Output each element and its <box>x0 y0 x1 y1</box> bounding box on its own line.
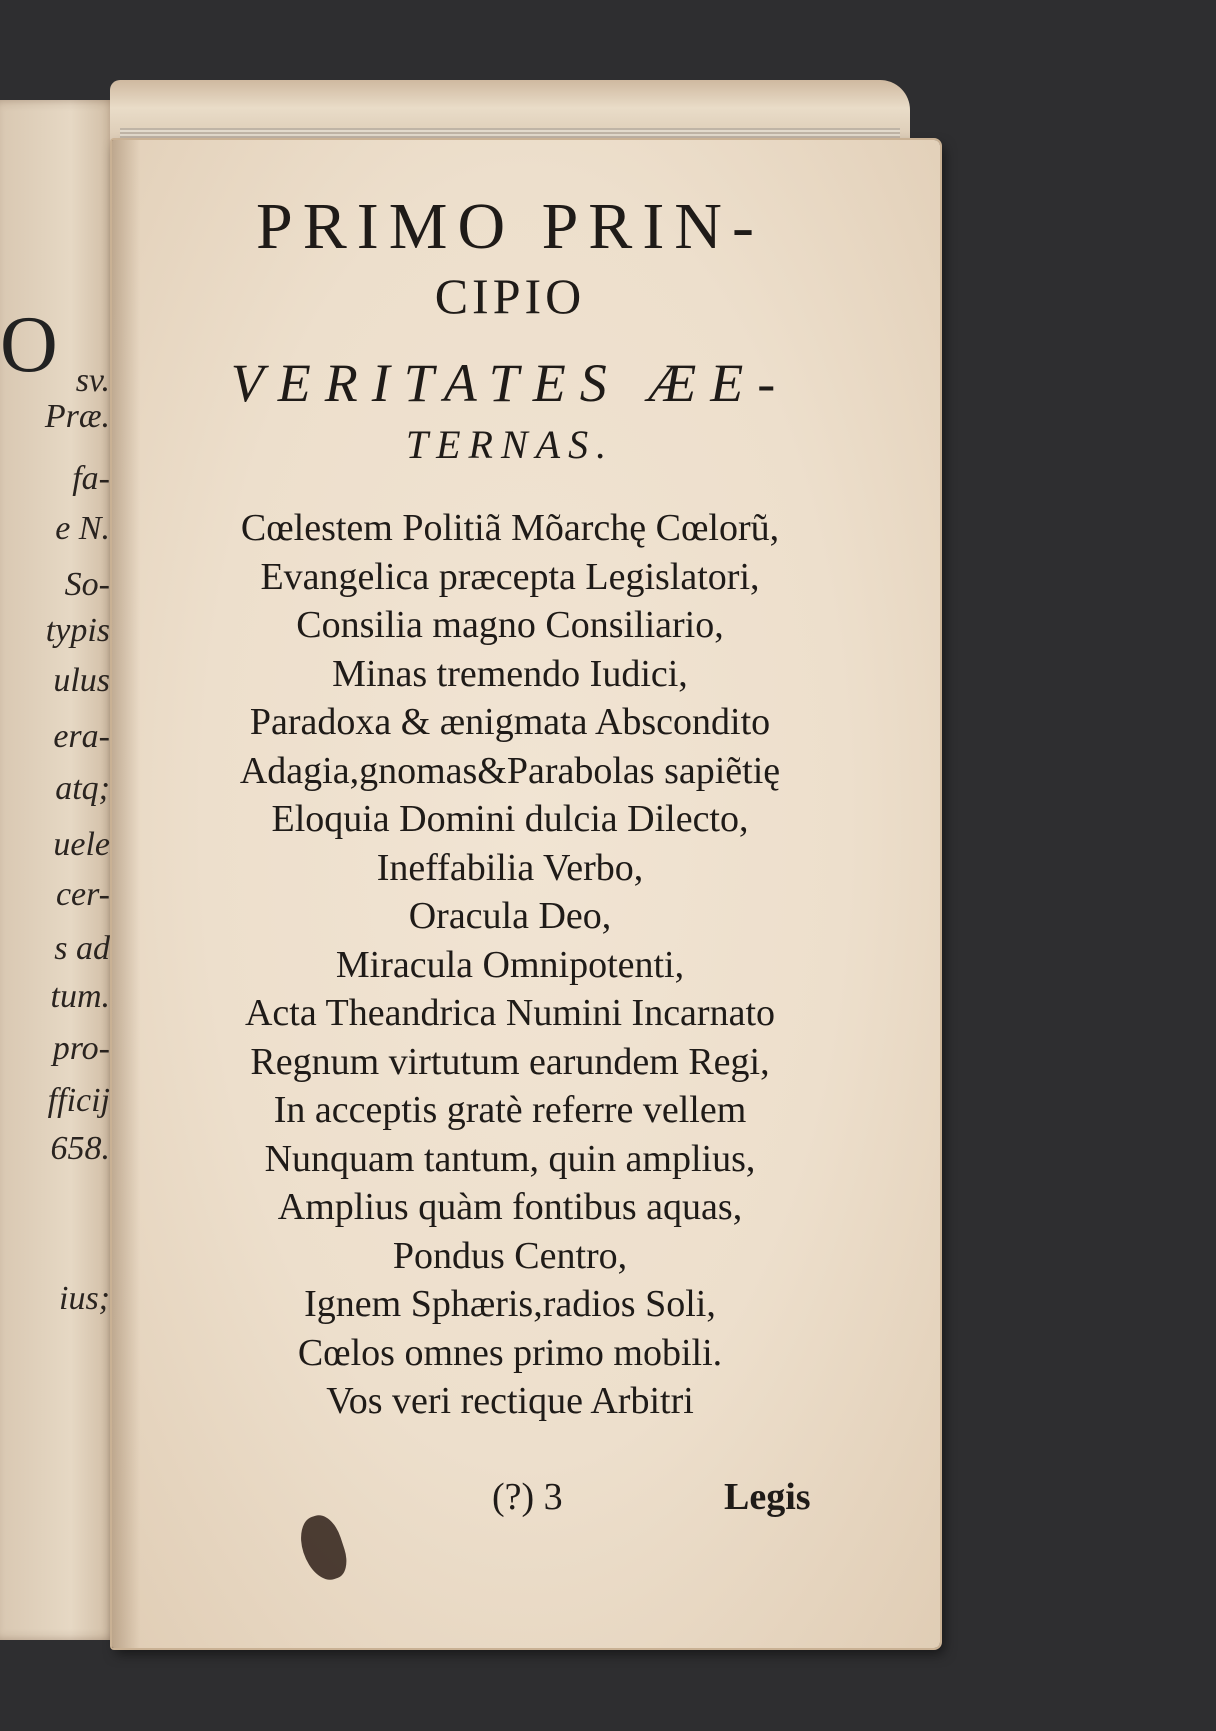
left-page-fragment: atq; <box>55 770 110 807</box>
verse-line: Cœlos omnes primo mobili. <box>297 1331 723 1374</box>
title-line-1: PRIMO PRIN- <box>256 190 764 263</box>
left-page-fragment: s ad <box>54 930 110 967</box>
left-page-large-letter: O <box>0 301 58 389</box>
left-page-fragment: era- <box>53 718 110 755</box>
left-page-fragment: pro- <box>52 1030 110 1067</box>
main-text-column <box>150 190 870 1426</box>
left-page-fragment: fficij <box>47 1082 110 1119</box>
verse-line: Miracula Omnipotenti, <box>335 943 685 986</box>
verse-line: Nunquam tantum, quin amplius, <box>264 1137 756 1180</box>
left-page <box>0 100 118 1640</box>
left-page-fragment: fa- <box>72 460 110 497</box>
left-page-fragment: Præ. <box>44 398 110 435</box>
catchword: Legis <box>724 1476 811 1518</box>
verse-line: Vos veri rectique Arbitri <box>326 1380 694 1422</box>
verse-line: Acta Theandrica Numini Incarnato <box>244 992 775 1034</box>
left-page-fragment: uele <box>53 826 110 863</box>
verse-line: In acceptis gratè referre vellem <box>273 1089 747 1131</box>
left-page-fragment: sv. <box>75 362 110 399</box>
left-page-fragment: typis <box>45 612 110 649</box>
left-page-fragment: ius; <box>59 1280 110 1317</box>
verse-line: Ignem Sphæris,radios Soli, <box>304 1283 716 1325</box>
verse-line: Minas tremendo Iudici, <box>332 652 688 695</box>
left-page-fragment: ulus <box>53 662 110 699</box>
verse-line: Cœlestem Politiã Mõarchę Cœlorũ, <box>240 507 780 549</box>
verse-line: Paradoxa & ænigmata Abscondito <box>249 701 771 743</box>
verse-line: Regnum virtutum earundem Regi, <box>250 1040 770 1083</box>
left-page-fragment: 658. <box>50 1130 110 1167</box>
verse-line: Pondus Centro, <box>392 1234 628 1277</box>
verse-line: Amplius quàm fontibus aquas, <box>277 1186 743 1228</box>
left-page-fragment: tum. <box>50 978 110 1015</box>
signature-mark: (?) 3 <box>492 1476 563 1518</box>
title-line-2: CIPIO <box>434 268 586 324</box>
left-page-fragment: e N. <box>55 510 110 547</box>
verse-line: Eloquia Domini dulcia Dilecto, <box>271 798 749 840</box>
gutter-shadow <box>112 140 140 1648</box>
title-line-4: TERNAS. <box>405 422 615 467</box>
verse-line: Evangelica præcepta Legislatori, <box>260 555 760 598</box>
verse-block <box>150 504 870 1426</box>
left-page-fragment: cer- <box>55 876 110 913</box>
verse-line: Adagia,gnomas&Parabolas sapiẽtię <box>239 749 781 792</box>
verse-line: Oracula Deo, <box>408 895 612 937</box>
verse-line: Consilia magno Consiliario, <box>296 604 724 646</box>
title-line-3: VERITATES ÆE- <box>230 353 790 413</box>
left-page-fragment: So- <box>64 566 110 603</box>
verse-line: Ineffabilia Verbo, <box>376 846 644 889</box>
